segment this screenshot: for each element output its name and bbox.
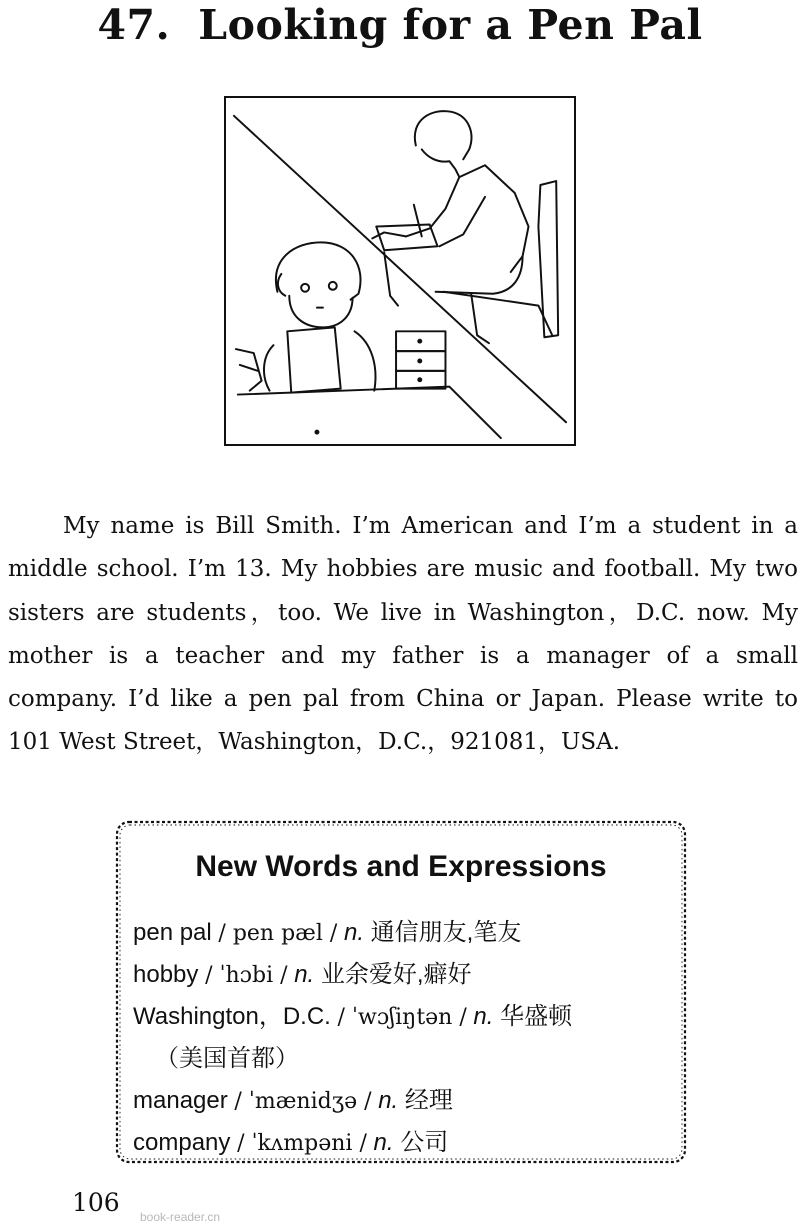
- vocab-part-of-speech: n.: [373, 1129, 394, 1156]
- vocab-meaning: 经理: [404, 1087, 453, 1114]
- vocab-meaning-continued: （美国首都）: [155, 1045, 299, 1072]
- page-number: 106: [72, 1188, 120, 1217]
- vocab-entry-washington: [133, 996, 673, 1038]
- lesson-title-text: Looking for a Pen Pal: [198, 1, 703, 49]
- vocabulary-heading: New Words and Expressions: [195, 850, 607, 883]
- vocab-word: company: [133, 1129, 231, 1156]
- vocab-phonetic: / ˈmænidʒə /: [234, 1089, 372, 1114]
- passage-text: My name is Bill Smith. I’m American and I’m a student in a middle school. I’m 13. My hobbies are music and football. My two sisters are students，too. We live in Washington，D.C. now. My mother is a teacher and my father is a manager of a small company. I’d like a pen pal from China or Japan. Please write to 101 West Street，Washington，D.C.，921081，USA.: [8, 513, 798, 756]
- vocabulary-list: [133, 912, 673, 1164]
- vocab-meaning: 业余爱好,癖好: [320, 961, 472, 988]
- vocab-word: pen pal: [133, 919, 212, 946]
- vocab-word: manager: [133, 1087, 228, 1114]
- vocab-part-of-speech: n.: [473, 1003, 494, 1030]
- vocab-word: hobby: [133, 961, 199, 988]
- vocabulary-box: [111, 816, 691, 1168]
- vocab-entry-hobby: [133, 954, 673, 996]
- reading-passage: [8, 505, 798, 765]
- vocab-word: Washington，D.C.: [133, 1003, 331, 1030]
- divider-line: [234, 116, 566, 422]
- vocab-phonetic: / ˈwɔʃiŋtən /: [337, 1005, 467, 1030]
- vocab-meaning: 公司: [400, 1129, 449, 1156]
- vocab-phonetic: / ˈkʌmpəni /: [237, 1131, 367, 1156]
- lesson-illustration: [224, 96, 576, 446]
- vocab-part-of-speech: n.: [343, 919, 364, 946]
- writing-person-drawing: [372, 111, 558, 343]
- watermark: book-reader.cn: [140, 1210, 221, 1224]
- vocab-meaning: 通信朋友,笔友: [370, 919, 522, 946]
- vocab-phonetic: / ˈhɔbi /: [205, 963, 288, 988]
- vocab-entry-washington-note: [133, 1038, 673, 1080]
- vocab-part-of-speech: n.: [294, 961, 315, 988]
- lesson-title: [0, 0, 800, 50]
- vocab-part-of-speech: n.: [378, 1087, 399, 1114]
- vocab-entry-pen-pal: [133, 912, 673, 954]
- vocab-phonetic: / pen pæl /: [218, 921, 338, 946]
- lesson-number: 47.: [97, 1, 171, 49]
- reading-child-drawing: [236, 242, 501, 438]
- vocab-entry-company: [133, 1122, 673, 1164]
- vocab-entry-manager: [133, 1080, 673, 1122]
- vocab-meaning: 华盛顿: [500, 1003, 573, 1030]
